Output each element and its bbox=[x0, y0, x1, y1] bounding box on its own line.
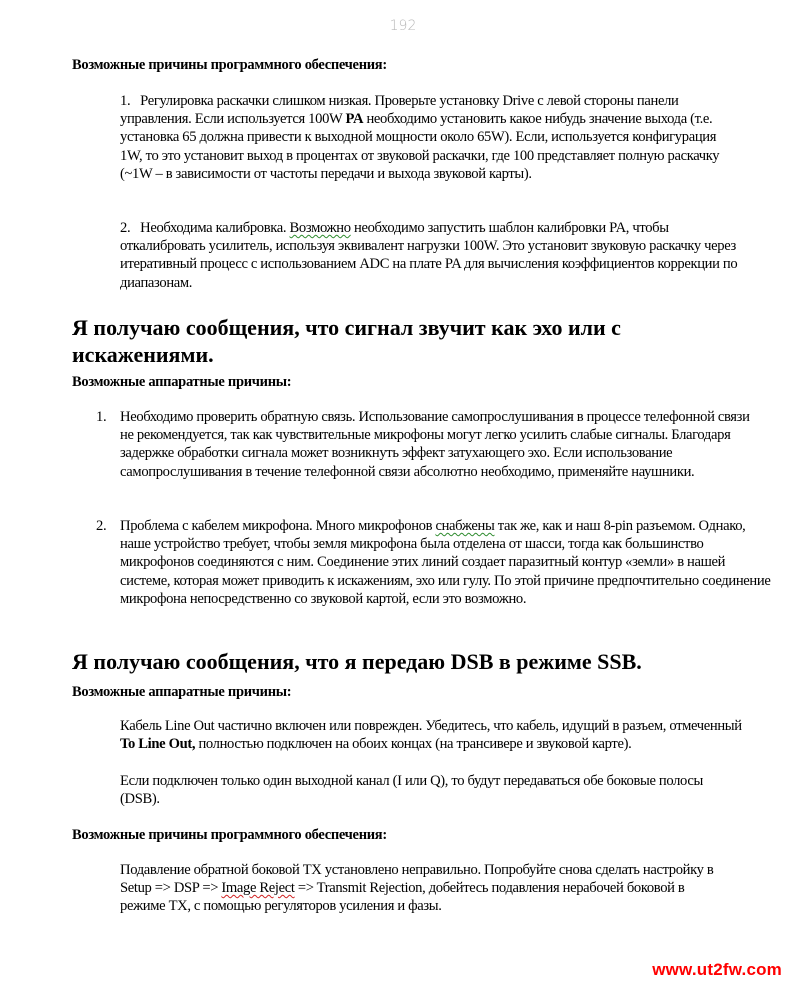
section-subhead-software: Возможные причины программного обеспечения: bbox=[72, 57, 387, 73]
heading-echo-distortion: Я получаю сообщения, что сигнал звучит как эхо или с искажениями. bbox=[72, 315, 621, 367]
list-item-calibration: 2. Необходима калибровка. Возможно необходимо запустить шаблон калибровки PA, чтобы откалибровать усилитель, используя эквивалент нагрузки 100W. Это установит звуковую раскачку через итеративный процесс с использованием ADC на плате PA для вычисления коэффициентов коррекции по диапазонам. bbox=[120, 220, 738, 291]
list-item-drive-low: 1. Регулировка раскачки слишком низкая. Проверьте установку Drive с левой стороны панели управления. Если используется 100W PA необходимо установить какое нибудь значение выхода (т.е. установка 65 должна привести к выходной мощности около 65W). Если, используется конфигурация 1W, то это установит выход в процентах от звуковой раскачки, где 100 представляет полную раскачку (~1W – в зависимости от частоты передачи и выхода звуковой карты). bbox=[120, 93, 720, 182]
list-item-mic-cable: 2. Проблема с кабелем микрофона. Много микрофонов снабжены так же, как и наш 8-pin разъемом. Однако, наше устройство требует, чтобы земля микрофона была отделена от шасси, тогда как большинство микрофонов соединяются с ним. Соединение этих линий создает паразитный контур «земли» в нашей системе, которая может приводить к искажениям, эхо или гулу. По этой причине предпочтительно соединение микрофона непосредственно со звуковой картой, если это возможно. bbox=[96, 518, 771, 607]
paragraph-line-out: Кабель Line Out частично включен или поврежден. Убедитесь, что кабель, идущий в разъем, отмеченный To Line Out, полностью подключен на обоих концах (на трансивере и звуковой карте). bbox=[120, 718, 742, 753]
paragraph-image-reject: Подавление обратной боковой TX установлено неправильно. Попробуйте снова сделать настройку в Setup => DSP => Image Reject => Transmit Rejection, добейтесь подавления нерабочей боковой в режиме TX, с помощью регуляторов усиления и фазы. bbox=[120, 862, 714, 915]
section-subhead-hardware: Возможные аппаратные причины: bbox=[72, 374, 292, 390]
watermark-link: www.ut2fw.com bbox=[652, 960, 782, 979]
list-number: 2. bbox=[120, 220, 131, 236]
section-subhead-hardware-2: Возможные аппаратные причины: bbox=[72, 684, 292, 700]
list-number: 1. bbox=[120, 93, 131, 109]
paragraph-single-channel: Если подключен только один выходной канал (I или Q), то будут передаваться обе боковые полосы (DSB). bbox=[120, 773, 703, 808]
page-number: 192 bbox=[389, 18, 417, 34]
list-number: 1. bbox=[96, 409, 107, 425]
list-number: 2. bbox=[96, 518, 107, 534]
section-subhead-software-2: Возможные причины программного обеспечения: bbox=[72, 827, 387, 843]
list-item-feedback: 1. Необходимо проверить обратную связь. Использование самопрослушивания в процессе телефонной связи не рекомендуется, так как чувствительные микрофоны могут легко усилить слабые сигналы. Благодаря задержке обработки сигнала может возникнуть эффект затухающего эхо. Если использование самопрослушивания в течение телефонной связи абсолютно необходимо, применяйте наушники. bbox=[96, 409, 750, 480]
heading-dsb-in-ssb: Я получаю сообщения, что я передаю DSB в режиме SSB. bbox=[72, 649, 642, 674]
